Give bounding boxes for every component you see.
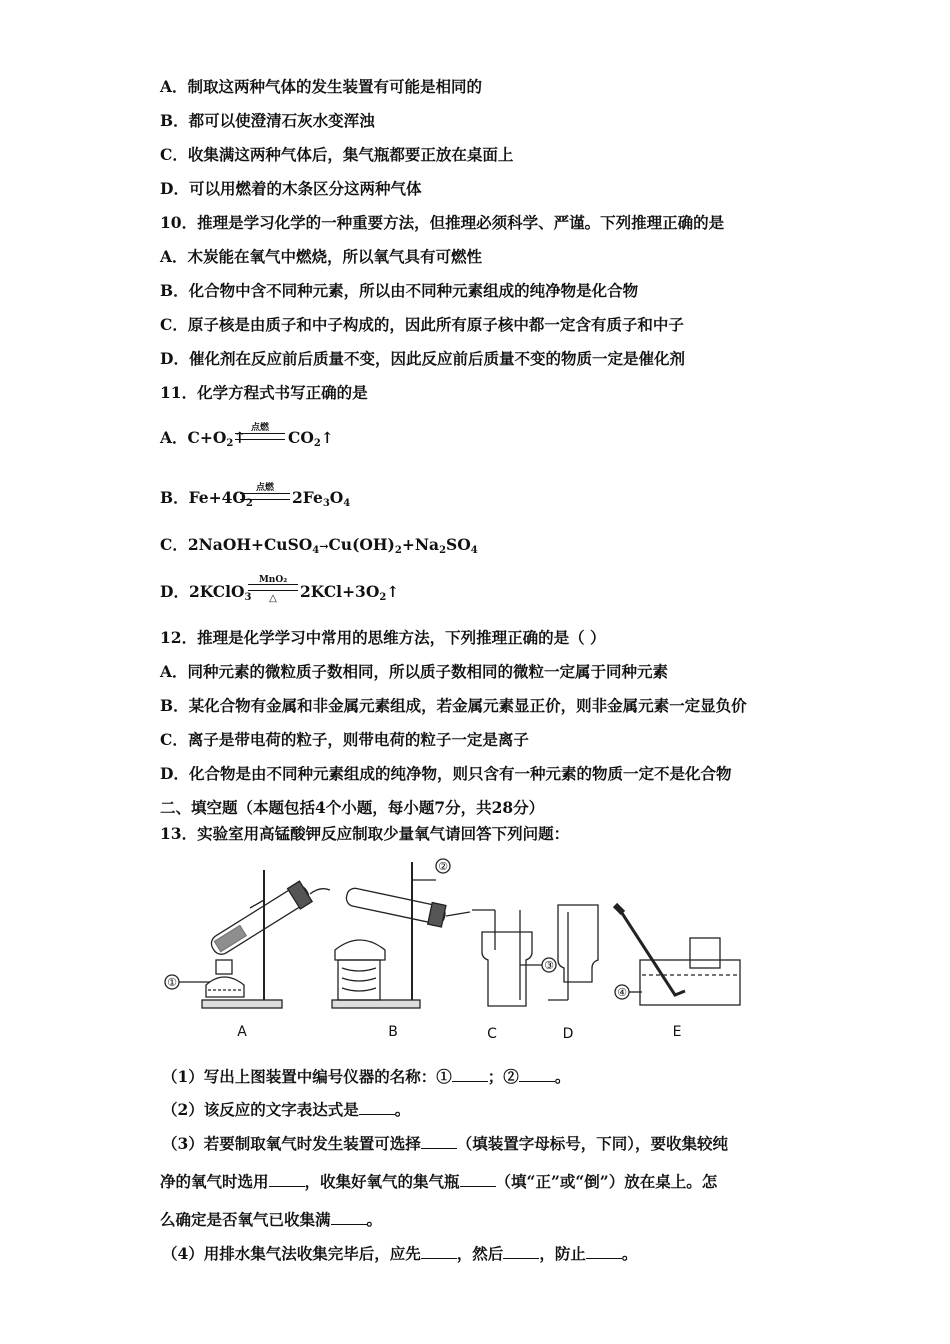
answer-blank-1[interactable] [452, 1067, 488, 1082]
gas-bottle-d [558, 905, 598, 982]
q11-a-sub: 2 [226, 438, 234, 449]
answer-blank-9[interactable] [503, 1244, 539, 1259]
answer-blank-7[interactable] [331, 1210, 367, 1225]
q9-option-d: D．可以用燃着的木条区分这两种气体 [160, 179, 422, 198]
q10-option-b: B．化合物中含不同种元素，所以由不同种元素组成的纯净物是化合物 [160, 281, 639, 300]
q12-option-d: D．化合物是由不同种元素组成的纯净物，则只含有一种元素的物质一定不是化合物 [160, 764, 732, 783]
label-d: D [562, 1026, 574, 1042]
q11-option-d: D．2KClO$_3$ MnO₂ △ $2KCl+3O_2↑$ [160, 582, 251, 608]
q12-stem: 12．推理是化学学习中常用的思维方法，下列推理正确的是（ ） [160, 628, 606, 647]
q11-b-cond-text: 点燃 [255, 483, 274, 493]
q11-a-cond-text: 点燃 [250, 423, 269, 433]
label-c: C [487, 1026, 497, 1042]
q13-part-1: （1）写出上图装置中编号仪器的名称：① ；② 。 [162, 1067, 571, 1086]
q13-part-3-cont: 净的氧气时选用 ，收集好氧气的集气瓶 （填“正”或“倒”）放在桌上。怎 [160, 1172, 718, 1191]
q12-option-c: C．离子是带电荷的粒子，则带电荷的粒子一定是离子 [160, 730, 529, 749]
q10-option-c: C．原子核是由质子和中子构成的，因此所有原子核中都一定含有质子和中子 [160, 315, 684, 334]
q10-stem: 10．推理是学习化学的一种重要方法，但推理必须科学、严谨。下列推理正确的是 [160, 213, 725, 232]
test-tube-b [345, 885, 447, 927]
q10-option-d: D．催化剂在反应前后质量不变，因此反应前后质量不变的物质一定是催化剂 [160, 349, 685, 368]
q11-d-reactants: D．2KClO [160, 582, 245, 601]
answer-blank-6[interactable] [460, 1172, 496, 1187]
q11-d-catalyst: MnO₂ [258, 575, 288, 585]
q12-option-a: A．同种元素的微粒质子数相同，所以质子数相同的微粒一定属于同种元素 [160, 662, 669, 681]
answer-blank-10[interactable] [586, 1244, 622, 1259]
q9-option-c: C．收集满这两种气体后，集气瓶都要正放在桌面上 [160, 145, 514, 164]
collecting-bottle-e [690, 938, 720, 968]
marker-3: ③ [544, 959, 554, 972]
q11-option-a [160, 423, 334, 454]
q11-a-reactants: A．C+O [160, 428, 227, 447]
delivery-tube-e [620, 910, 685, 995]
q11-a-condition [235, 420, 289, 440]
q11-a-gas-arrow: ↑ [233, 428, 247, 447]
q11-b-equals [240, 493, 290, 500]
q11-a-products: $CO_2↑$ [288, 428, 334, 449]
wood-block [338, 960, 380, 1000]
q9-option-a: A．制取这两种气体的发生装置有可能是相同的 [160, 77, 483, 96]
q11-a-equals [235, 433, 285, 440]
gas-bottle-c [482, 932, 532, 1006]
lamp-a-wick [216, 960, 232, 974]
q11-d-condition [248, 572, 302, 602]
q13-part-3-end: 么确定是否氧气已收集满 。 [160, 1210, 383, 1229]
lamp-a-body [206, 977, 244, 997]
label-b: B [388, 1024, 398, 1040]
label-e: E [672, 1024, 682, 1040]
q11-d-products: $2KCl+3O_2↑$ [300, 582, 400, 603]
section-2-heading: 二、填空题（本题包括4个小题，每小题7分，共28分） [160, 798, 545, 817]
marker-1: ① [167, 976, 177, 989]
answer-blank-3[interactable] [359, 1100, 395, 1115]
answer-blank-8[interactable] [421, 1244, 457, 1259]
q11-b-products: $2Fe_3O_4$ [292, 488, 351, 509]
test-tube-a [207, 881, 313, 960]
tube-a-outlet [310, 889, 330, 894]
apparatus-figure [150, 850, 770, 1050]
q12-option-b: B．某化合物有金属和非金属元素组成，若金属元素显正价，则非金属元素一定显负价 [160, 696, 747, 715]
lamp-b-body [335, 940, 385, 960]
q11-option-c: C．$2NaOH+CuSO_4\to Cu(OH)_2+Na_2SO_4$ [160, 535, 478, 556]
answer-blank-2[interactable] [519, 1067, 555, 1082]
stand-a-base [202, 1000, 282, 1008]
q11-d-heat-symbol: △ [269, 593, 277, 604]
marker-4: ④ [617, 986, 627, 999]
q11-c-arrow: → [319, 540, 329, 553]
q11-option-b: B．$Fe+4O_2$ 点燃 $2Fe_3O_4$ [160, 488, 253, 514]
q13-stem: 13．实验室用高锰酸钾反应制取少量氧气请回答下列问题： [160, 824, 570, 843]
q10-option-a: A．木炭能在氧气中燃烧，所以氧气具有可燃性 [160, 247, 483, 266]
marker-2: ② [438, 860, 448, 873]
stand-b-base [332, 1000, 420, 1008]
tube-b-outlet [446, 912, 470, 916]
q11-b-condition [240, 480, 294, 500]
q13-part-4: （4）用排水集气法收集完毕后，应先 ，然后 ，防止 。 [162, 1244, 638, 1263]
q9-option-b: B．都可以使澄清石灰水变浑浊 [160, 111, 375, 130]
label-a: A [237, 1024, 247, 1040]
q11-b-reactants: B．Fe+4O [160, 488, 246, 507]
answer-blank-4[interactable] [421, 1134, 457, 1149]
answer-blank-5[interactable] [269, 1172, 305, 1187]
q13-part-3: （3）若要制取氧气时发生装置可选择 （填装置字母标号，下同），要收集较纯 [162, 1134, 729, 1153]
q13-part-2: （2）该反应的文字表达式是 。 [162, 1100, 411, 1119]
q11-stem: 11．化学方程式书写正确的是 [160, 383, 368, 402]
